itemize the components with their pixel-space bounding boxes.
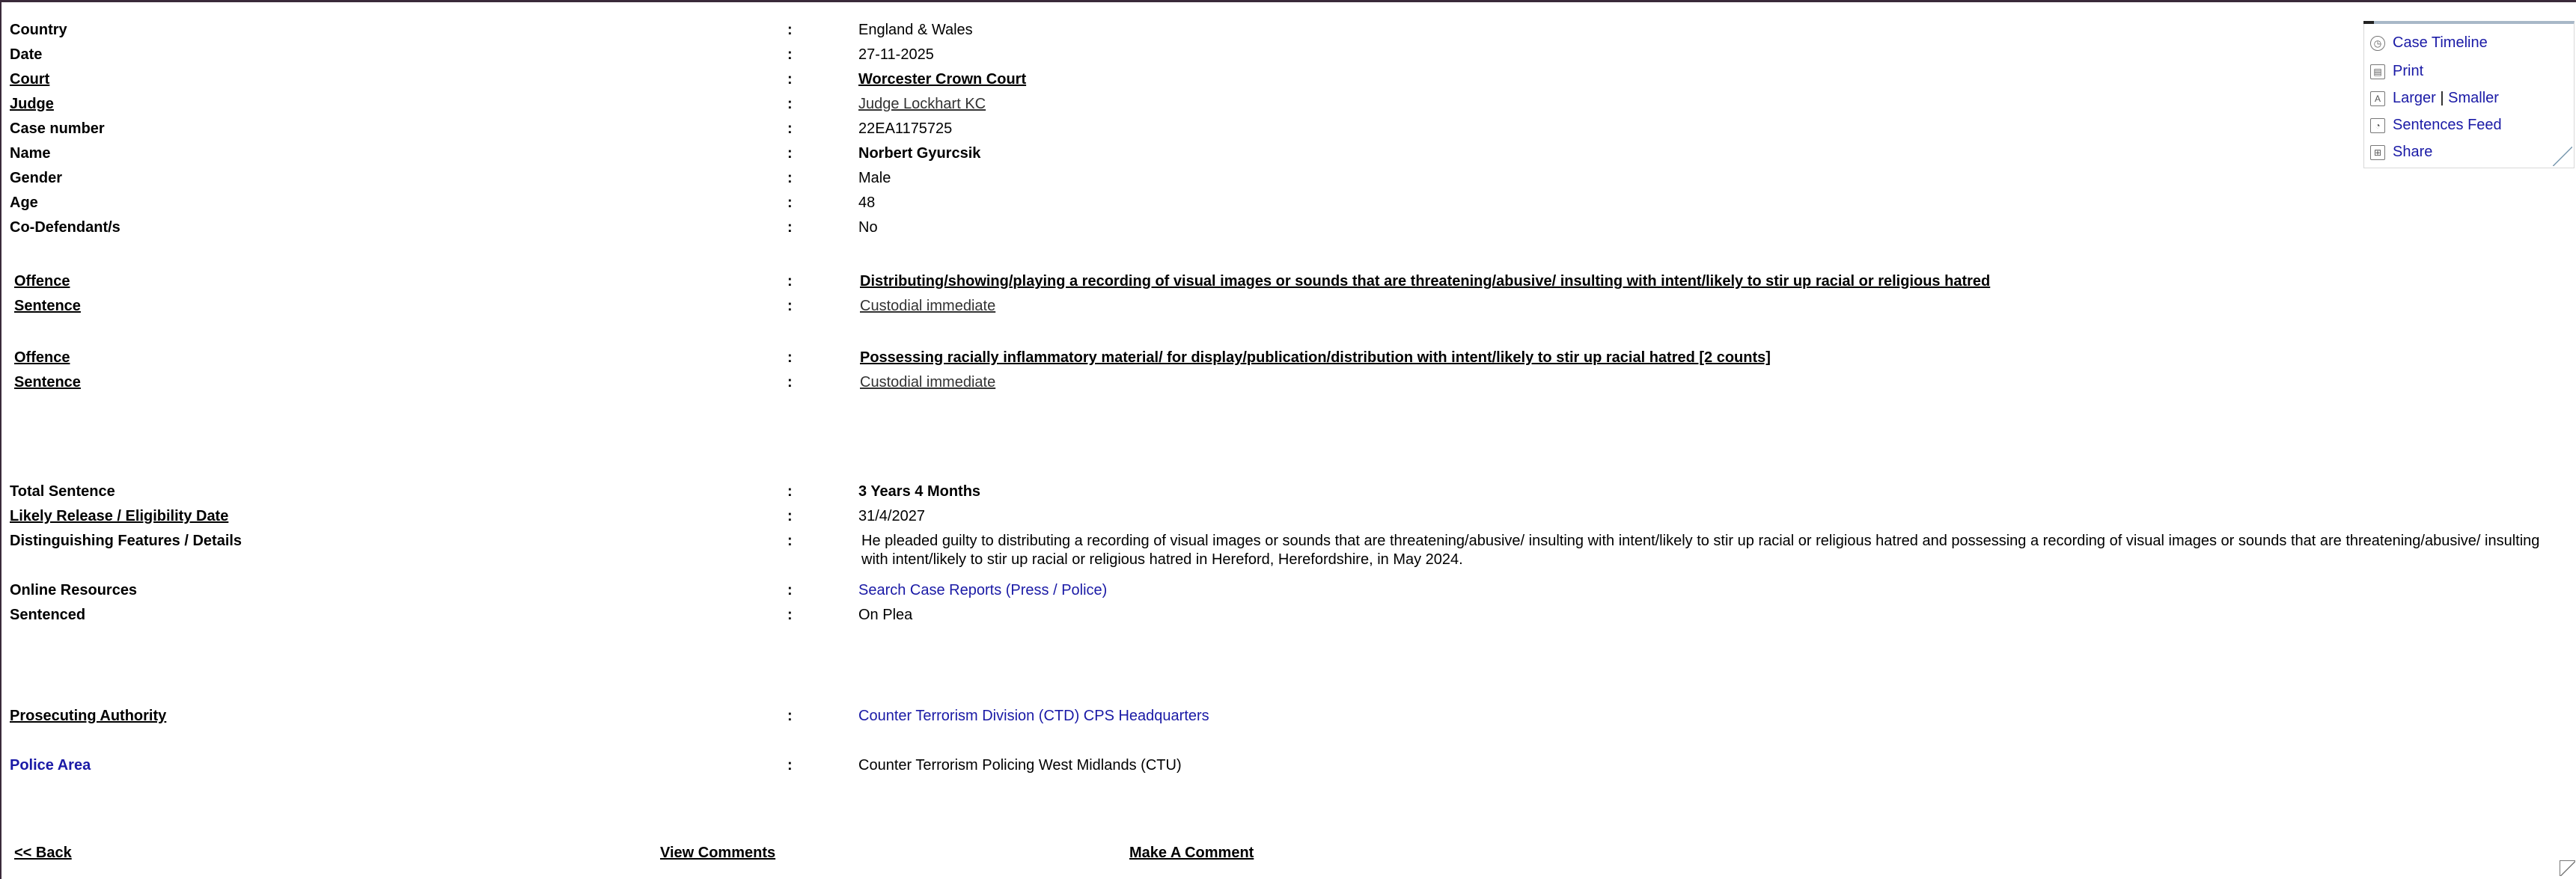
sentences-feed-label: Sentences Feed (2393, 117, 2502, 133)
age-value: 48 (858, 195, 876, 211)
online-resources-label: Online Resources (10, 582, 138, 598)
case-timeline-label: Case Timeline (2393, 34, 2488, 51)
colon: : (787, 298, 793, 314)
codefendants-label: Co-Defendant/s (10, 219, 120, 236)
total-sentence-value: 3 Years 4 Months (858, 483, 981, 500)
police-area-label-link[interactable]: Police Area (10, 757, 91, 774)
colon: : (787, 22, 793, 38)
release-label-link[interactable]: Likely Release / Eligibility Date (10, 508, 229, 524)
sentences-feed-link[interactable] (2370, 114, 2502, 136)
offence-label-link[interactable]: Offence (14, 273, 70, 290)
text-size-controls (2370, 87, 2499, 109)
make-comment-link[interactable]: Make A Comment (1129, 845, 1254, 861)
sentenced-value: On Plea (858, 607, 913, 623)
judge-label-link[interactable]: Judge (10, 96, 54, 112)
features-label: Distinguishing Features / Details (10, 533, 242, 549)
colon: : (787, 708, 793, 724)
sentence-label-link[interactable]: Sentence (14, 374, 81, 391)
colon: : (787, 145, 793, 162)
name-value: Norbert Gyurcsik (858, 145, 981, 162)
country-value: England & Wales (858, 22, 973, 38)
colon: : (787, 219, 793, 236)
age-label: Age (10, 195, 38, 211)
text-size-icon: A (2370, 91, 2385, 106)
back-link[interactable]: << Back (14, 845, 72, 861)
left-border (0, 0, 1, 879)
colon: : (787, 170, 793, 186)
offence-value-link[interactable]: Distributing/showing/playing a recording of visual images or sounds that are threatening/abusive/ insulting with intent/likely to stir up racial or religious hatred (860, 273, 1991, 290)
page-corner-icon (2560, 860, 2575, 876)
prosecuting-value-link[interactable]: Counter Terrorism Division (CTD) CPS Headquarters (858, 708, 1209, 724)
print-link[interactable] (2370, 60, 2423, 82)
court-value-link[interactable]: Worcester Crown Court (858, 71, 1027, 88)
colon: : (787, 483, 793, 500)
colon: : (787, 96, 793, 112)
colon: : (787, 533, 793, 549)
view-comments-link[interactable]: View Comments (660, 845, 776, 861)
case-timeline-link[interactable] (2370, 31, 2488, 54)
prosecuting-label-link[interactable]: Prosecuting Authority (10, 708, 167, 724)
date-value: 27-11-2025 (858, 46, 934, 63)
name-label: Name (10, 145, 51, 162)
separator: | (2440, 90, 2444, 106)
judge-value-link[interactable]: Judge Lockhart KC (858, 96, 986, 112)
share-label: Share (2393, 144, 2433, 160)
country-label: Country (10, 22, 67, 38)
police-area-value: Counter Terrorism Policing West Midlands (CTU) (858, 757, 1182, 774)
page-tools-panel (2363, 21, 2575, 168)
total-sentence-label: Total Sentence (10, 483, 115, 500)
colon: : (787, 120, 793, 137)
colon: : (787, 195, 793, 211)
colon: : (787, 582, 793, 598)
print-label: Print (2393, 63, 2424, 79)
colon: : (787, 349, 793, 366)
share-link[interactable] (2370, 141, 2432, 163)
features-text: He pleaded guilty to distributing a recording of visual images or sounds that are threatening/abusive/ insulting with intent/likely to stir up racial or religious hatred and possessing a recording of visual images or sounds that are threatening/abusive/ insulting with intent/likely to stir up racial or religious hatred in Hereford, Herefordshire, in May 2024. (861, 533, 2540, 568)
share-icon: ⊞ (2370, 145, 2385, 160)
release-value: 31/4/2027 (858, 508, 925, 524)
print-icon: ▤ (2370, 64, 2385, 79)
sentence-value-link[interactable]: Custodial immediate (860, 298, 996, 314)
codefendants-value: No (858, 219, 878, 236)
colon: : (787, 46, 793, 63)
court-label-link[interactable]: Court (10, 71, 50, 88)
panel-cap (2363, 21, 2374, 24)
gender-value: Male (858, 170, 891, 186)
resize-corner-icon[interactable] (2553, 147, 2572, 166)
sentenced-label: Sentenced (10, 607, 86, 623)
case-number-label: Case number (10, 120, 105, 137)
colon: : (787, 607, 793, 623)
smaller-link[interactable]: Smaller (2448, 90, 2499, 106)
case-number-value: 22EA1175725 (858, 120, 953, 137)
clock-icon: ◷ (2370, 36, 2385, 51)
colon: : (787, 374, 793, 391)
sentence-value-link[interactable]: Custodial immediate (860, 374, 996, 391)
colon: : (787, 757, 793, 774)
top-border (0, 0, 2576, 2)
colon: : (787, 508, 793, 524)
colon: : (787, 273, 793, 290)
gender-label: Gender (10, 170, 63, 186)
offence-value-link[interactable]: Possessing racially inflammatory material/ for display/publication/distribution with intent/likely to stir up racial hatred [2 counts] (860, 349, 1771, 366)
date-label: Date (10, 46, 43, 63)
sentence-label-link[interactable]: Sentence (14, 298, 81, 314)
larger-link[interactable]: Larger (2393, 90, 2436, 106)
rss-icon: ◔ (2370, 118, 2385, 133)
search-case-reports-link[interactable]: Search Case Reports (Press / Police) (858, 582, 1108, 598)
colon: : (787, 71, 793, 88)
offence-label-link[interactable]: Offence (14, 349, 70, 366)
